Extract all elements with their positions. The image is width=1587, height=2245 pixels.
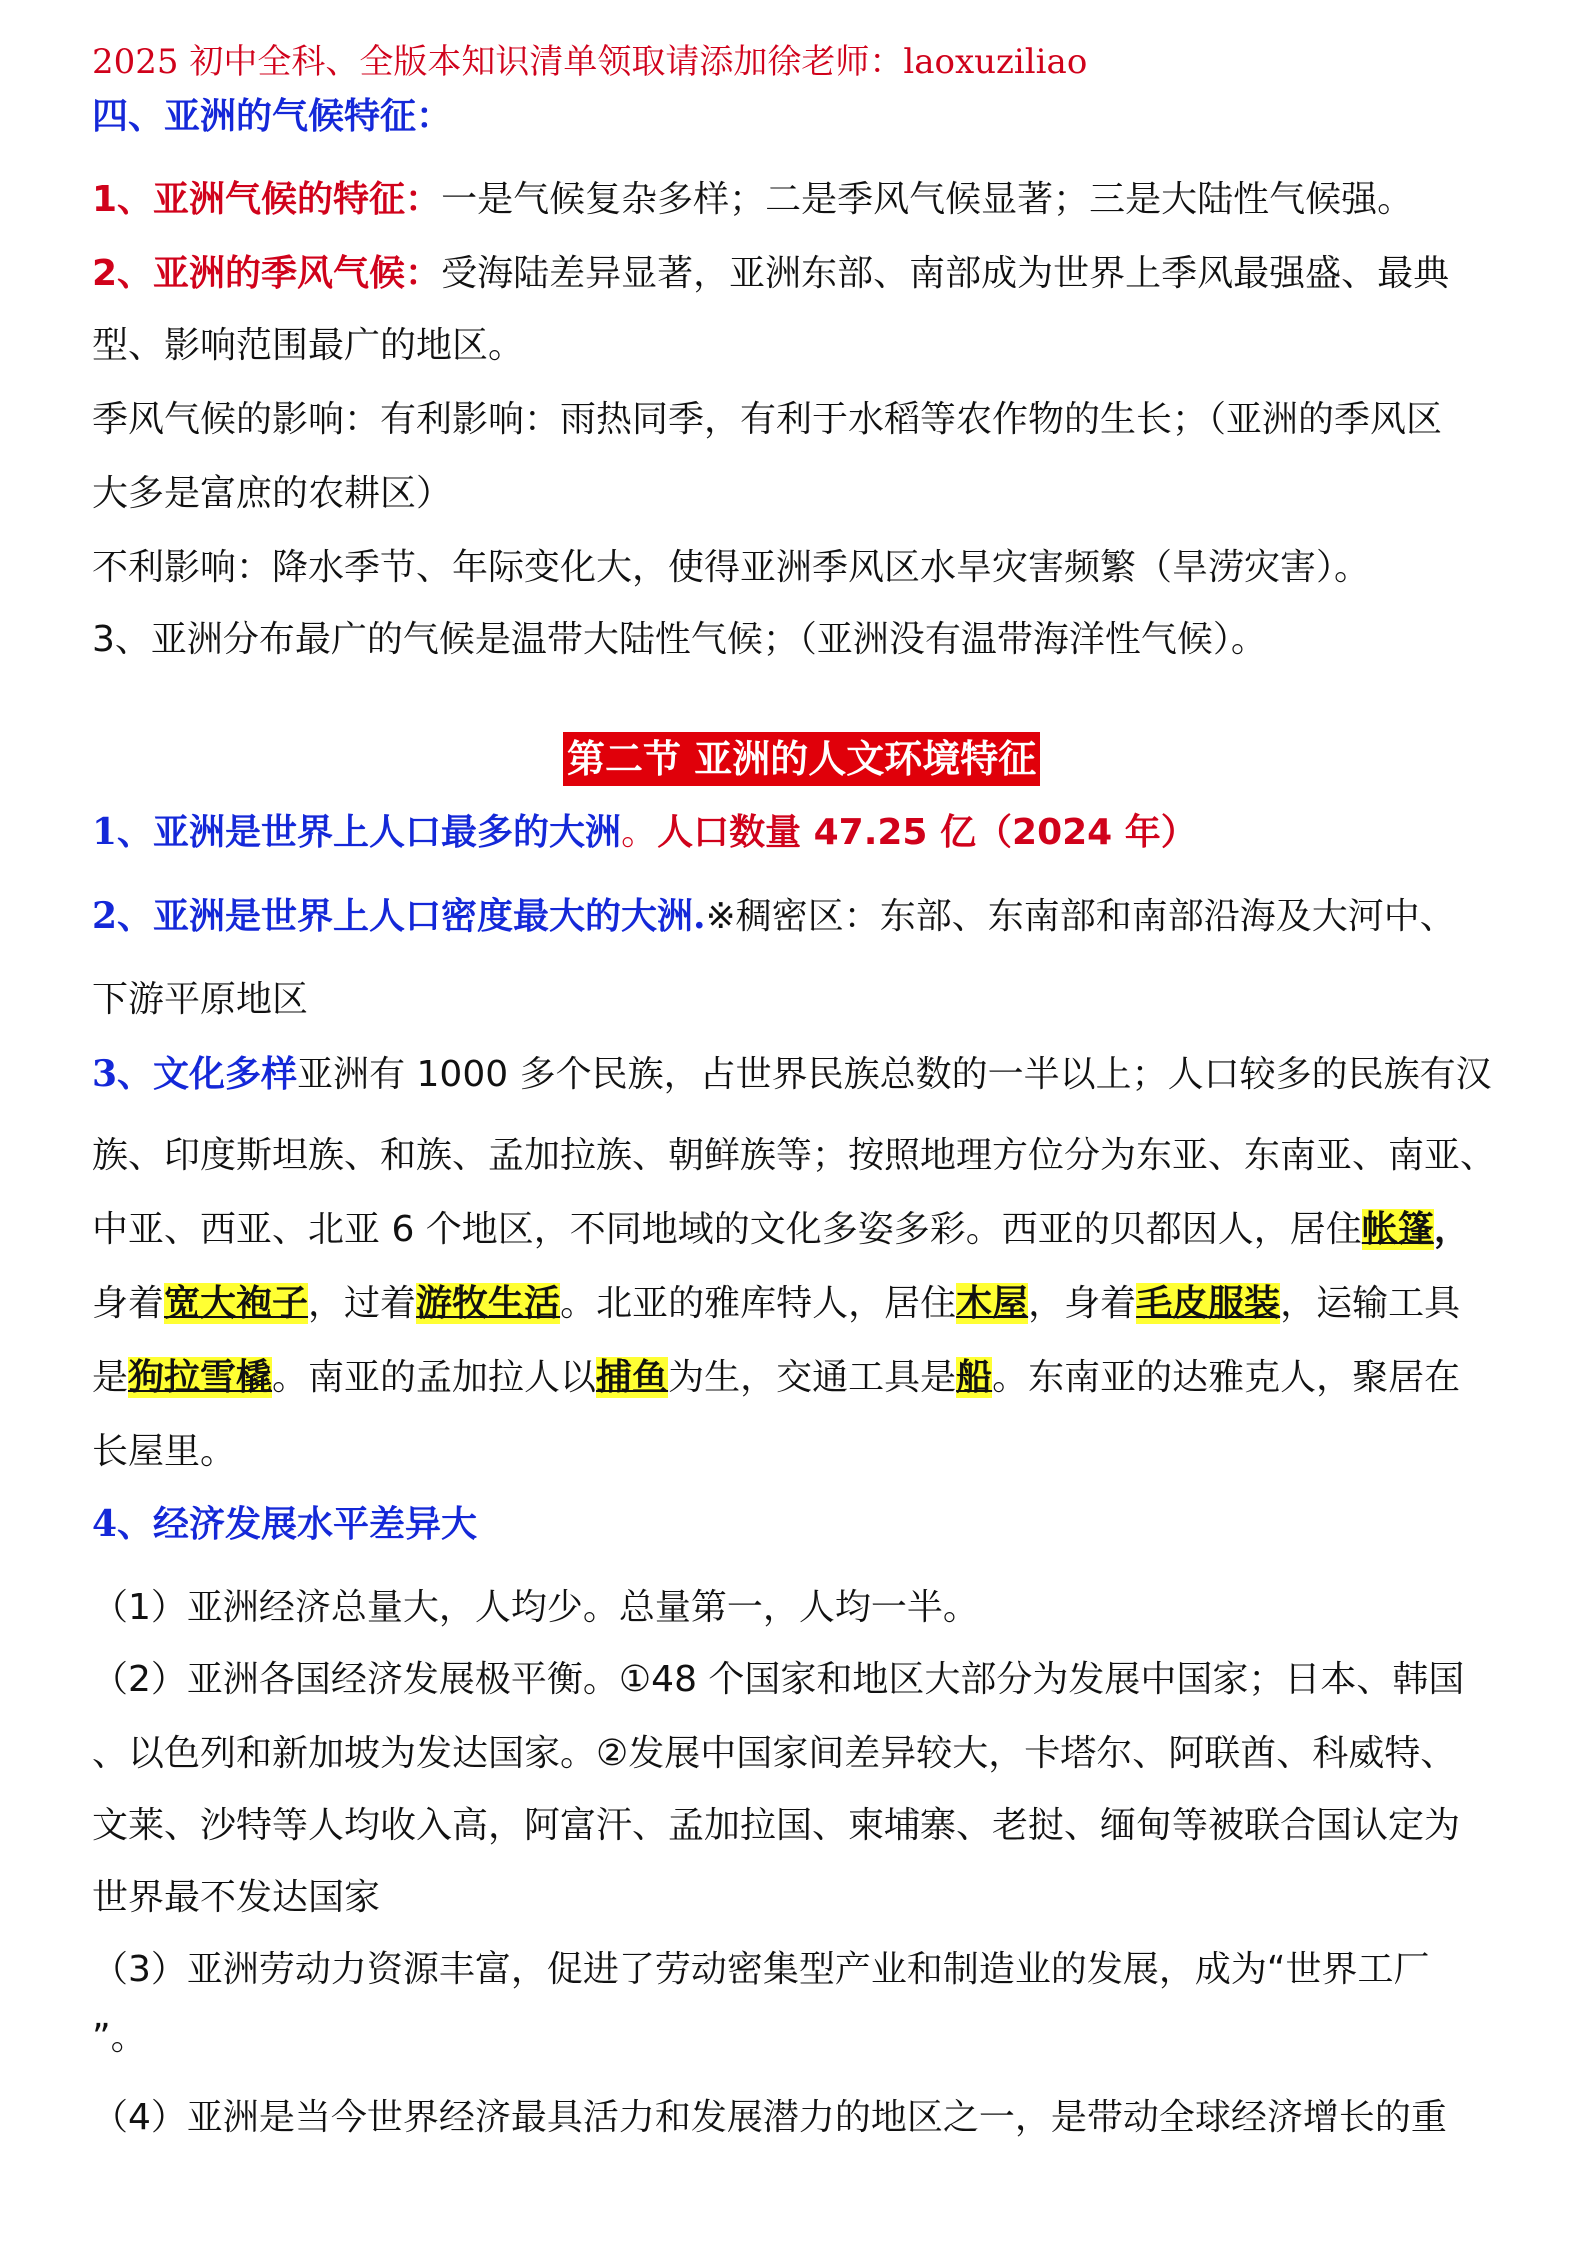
climate-item-1-label: 1、亚洲气候的特征： [92, 179, 442, 220]
highlight-fur: 毛皮服装 [1136, 1283, 1281, 1324]
culture-text-e2: 。南亚的孟加拉人以 [272, 1357, 597, 1398]
population-item-2 [92, 892, 1456, 941]
highlight-sled: 狗拉雪橇 [128, 1357, 273, 1398]
culture-text-c [92, 1206, 1470, 1254]
culture-text-a: 亚洲有 1000 多个民族，占世界民族总数的一半以上；人口较多的民族有汉 [297, 1054, 1492, 1095]
culture-text-e4: 。东南亚的达雅克人，聚居在 [992, 1357, 1461, 1398]
population-item-2-text: ※稠密区：东部、东南部和南部沿海及大河中、 [705, 896, 1456, 937]
highlight-boat: 船 [956, 1357, 993, 1398]
highlight-nomad: 游牧生活 [416, 1283, 561, 1324]
climate-item-1 [92, 176, 1413, 224]
highlight-robe: 宽大袍子 [164, 1283, 309, 1324]
climate-item-1-text: 一是气候复杂多样；二是季风气候显著；三是大陆性气候强。 [441, 179, 1414, 220]
economy-item-1: （1）亚洲经济总量大，人均少。总量第一，人均一半。 [92, 1587, 979, 1628]
climate-item-2-cont: 型、影响范围最广的地区。 [92, 325, 525, 366]
monsoon-impact: 季风气候的影响：有利影响：雨热同季，有利于水稻等农作物的生长；（亚洲的季风区 [92, 399, 1443, 440]
culture-text-d [92, 1280, 1460, 1328]
economy-heading: 4、经济发展水平差异大 [92, 1503, 478, 1545]
culture-item-label: 3、文化多样 [92, 1053, 298, 1095]
monsoon-adverse: 不利影响：降水季节、年际变化大，使得亚洲季风区水旱灾害频繁（旱涝灾害）。 [92, 547, 1371, 588]
culture-comma: ， [1433, 1209, 1470, 1250]
culture-text-d3: 。北亚的雅库特人，居住 [560, 1283, 957, 1324]
culture-text-f: 长屋里。 [92, 1431, 237, 1472]
economy-item-2-d: 世界最不发达国家 [92, 1877, 381, 1918]
economy-item-2-c: 文莱、沙特等人均收入高，阿富汗、孟加拉国、柬埔寨、老挝、缅甸等被联合国认定为 [92, 1805, 1461, 1846]
culture-text-d4: ，身着 [1028, 1283, 1137, 1324]
section-heading-climate: 四、亚洲的气候特征： [92, 95, 453, 137]
climate-item-2 [92, 250, 1449, 298]
economy-item-2-b: 、以色列和新加坡为发达国家。②发展中国家间差异较大，卡塔尔、阿联酋、科威特、 [92, 1733, 1457, 1774]
population-item-2-cont: 下游平原地区 [92, 979, 309, 1020]
economy-item-3-b: ”。 [92, 2017, 147, 2058]
culture-text-e1: 是 [92, 1357, 129, 1398]
climate-item-3: 3、亚洲分布最广的气候是温带大陆性气候；（亚洲没有温带海洋性气候）。 [92, 619, 1267, 660]
culture-item [92, 1050, 1492, 1099]
culture-text-e3: 为生，交通工具是 [668, 1357, 957, 1398]
section-banner: 第二节 亚洲的人文环境特征 [563, 732, 1040, 786]
culture-text-c1: 中亚、西亚、北亚 6 个地区，不同地域的文化多姿多彩。西亚的贝都因人，居住 [92, 1209, 1362, 1250]
population-count: 人口数量 47.25 亿（2024 年） [657, 812, 1197, 853]
culture-text-b: 族、印度斯坦族、和族、孟加拉族、朝鲜族等；按照地理方位分为东亚、东南亚、南亚、 [92, 1135, 1497, 1176]
highlight-wood-house: 木屋 [956, 1283, 1029, 1324]
climate-item-2-text: 受海陆差异显著，亚洲东部、南部成为世界上季风最强盛、最典 [441, 253, 1450, 294]
population-item-1 [92, 808, 1197, 857]
culture-text-d2: ，过着 [308, 1283, 417, 1324]
culture-text-d1: 身着 [92, 1283, 165, 1324]
monsoon-impact-cont: 大多是富庶的农耕区） [92, 473, 453, 514]
economy-item-2: （2）亚洲各国经济发展极平衡。①48 个国家和地区大部分为发展中国家；日本、韩国 [92, 1659, 1465, 1700]
population-item-1-dot: 。 [621, 812, 658, 853]
culture-text-e [92, 1354, 1460, 1402]
economy-item-3: （3）亚洲劳动力资源丰富，促进了劳动密集型产业和制造业的发展，成为“世界工厂 [92, 1949, 1430, 1990]
economy-item-4: （4）亚洲是当今世界经济最具活力和发展潜力的地区之一，是带动全球经济增长的重 [92, 2097, 1447, 2138]
highlight-tent: 帐篷 [1361, 1209, 1434, 1250]
climate-item-2-label: 2、亚洲的季风气候： [92, 253, 442, 294]
promo-line: 2025 初中全科、全版本知识清单领取请添加徐老师：laoxuziliao [92, 42, 1088, 82]
highlight-fishing: 捕鱼 [596, 1357, 669, 1398]
culture-text-d5: ，运输工具 [1280, 1283, 1461, 1324]
population-item-2-label: 2、亚洲是世界上人口密度最大的大洲. [92, 895, 706, 937]
population-item-1-label: 1、亚洲是世界上人口最多的大洲 [92, 811, 622, 853]
